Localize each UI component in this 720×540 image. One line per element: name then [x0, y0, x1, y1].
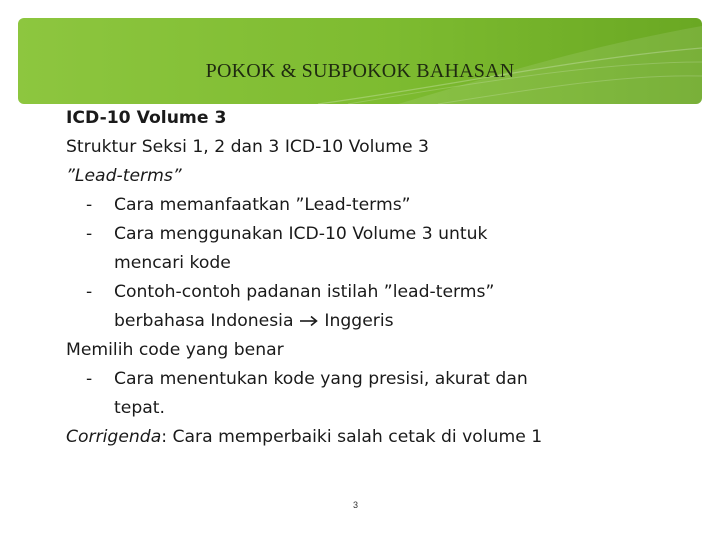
- slide-title: POKOK & SUBPOKOK BAHASAN: [205, 60, 515, 82]
- list-item-text: Inggeris: [318, 311, 394, 331]
- list-item-continuation: [66, 307, 686, 336]
- page-number: 3: [353, 500, 359, 510]
- dash-marker: -: [86, 282, 93, 302]
- list-item-continuation: mencari kode: [114, 253, 231, 273]
- list-item-text: Cara menentukan kode yang presisi, akurat dan: [114, 369, 528, 389]
- right-arrow-icon: [299, 315, 319, 327]
- dash-marker: -: [86, 195, 93, 215]
- list-item: [66, 220, 686, 249]
- dash-marker: -: [86, 224, 93, 244]
- list-item-text: berbahasa Indonesia: [114, 311, 299, 331]
- corrigenda-text: : Cara memperbaiki salah cetak di volume 1: [161, 427, 543, 447]
- list-item: [66, 191, 686, 220]
- memilih-line: Memilih code yang benar: [66, 340, 284, 360]
- list-item: [66, 365, 686, 394]
- slide-body: [66, 104, 686, 452]
- list-item-continuation: tepat.: [114, 398, 165, 418]
- list-item: [66, 278, 686, 307]
- list-item-text: Cara memanfaatkan ”Lead-terms”: [114, 195, 411, 215]
- structure-line: Struktur Seksi 1, 2 dan 3 ICD-10 Volume 3: [66, 137, 429, 157]
- corrigenda-label: Corrigenda: [66, 427, 162, 447]
- corrigenda-line: [66, 423, 686, 452]
- list-item-text: Cara menggunakan ICD-10 Volume 3 untuk: [114, 224, 488, 244]
- heading: ICD-10 Volume 3: [66, 108, 227, 128]
- lead-terms-line: ”Lead-terms”: [66, 166, 182, 186]
- list-item-text: Contoh-contoh padanan istilah ”lead-terms”: [114, 282, 495, 302]
- dash-marker: -: [86, 369, 93, 389]
